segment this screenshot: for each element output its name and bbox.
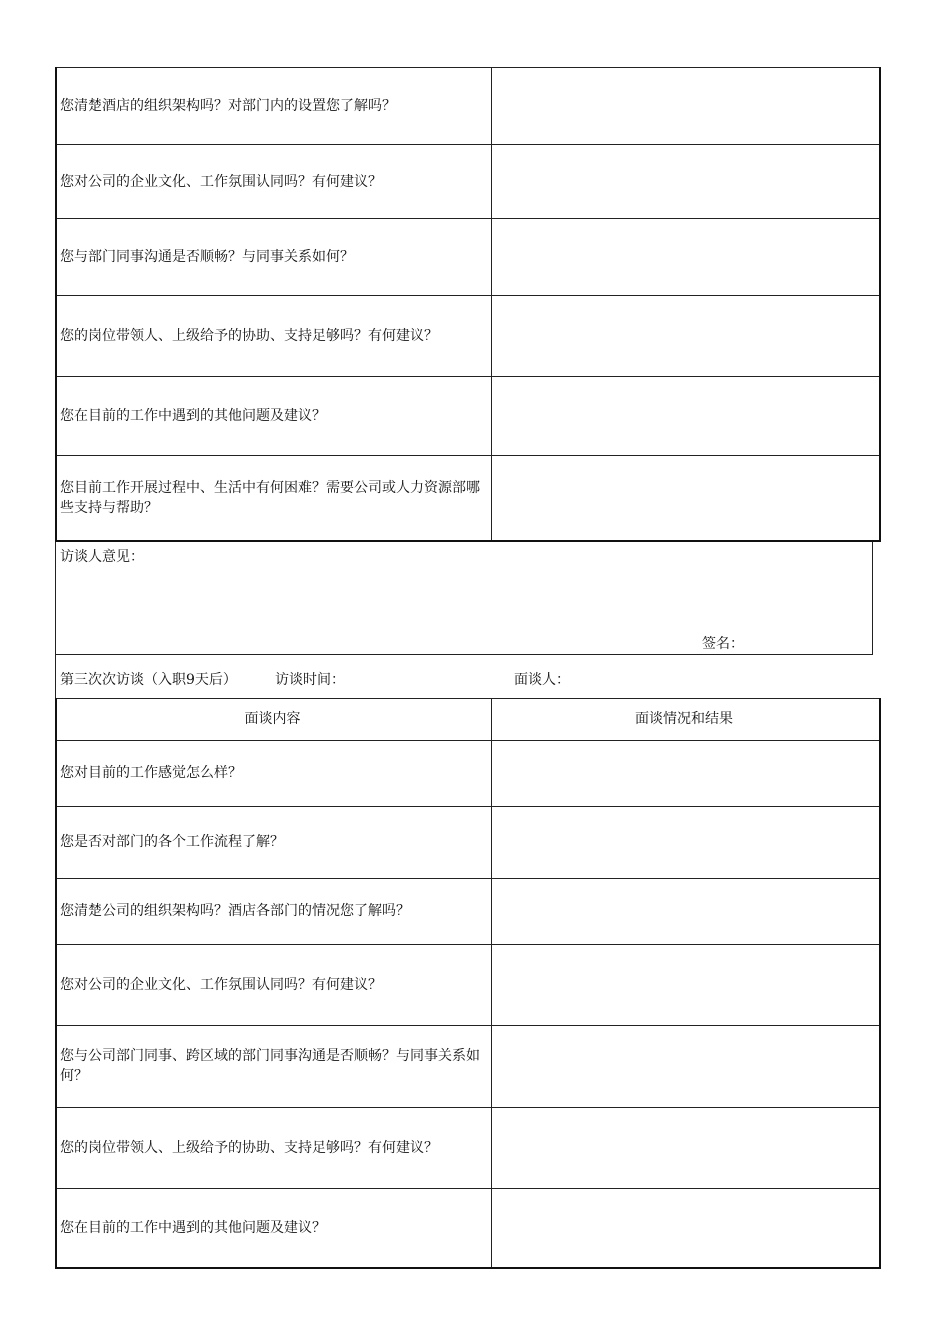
table-row — [56, 944, 880, 1025]
table-row — [56, 1188, 880, 1268]
signature-label: 签名： — [702, 635, 744, 652]
answer-cell[interactable] — [492, 740, 881, 806]
answer-cell[interactable] — [492, 377, 881, 456]
table-row — [56, 1107, 880, 1188]
table-row — [56, 68, 880, 145]
table-row — [56, 296, 880, 377]
table-row — [56, 377, 880, 456]
question-cell: 您与部门同事沟通是否顺畅？与同事关系如何？ — [56, 219, 492, 296]
question-cell: 您清楚酒店的组织架构吗？对部门内的设置您了解吗？ — [56, 68, 492, 145]
table-row — [56, 219, 880, 296]
question-cell: 您的岗位带领人、上级给予的协助、支持足够吗？有何建议？ — [56, 1107, 492, 1188]
answer-cell[interactable] — [492, 806, 881, 878]
interview-form-sheet — [55, 67, 873, 1269]
answer-cell[interactable] — [492, 1107, 881, 1188]
question-cell: 您的岗位带领人、上级给予的协助、支持足够吗？有何建议？ — [56, 296, 492, 377]
answer-cell[interactable] — [492, 145, 881, 219]
interview-time-label: 访谈时间： — [275, 671, 345, 688]
answer-cell[interactable] — [492, 296, 881, 377]
answer-cell[interactable] — [492, 1188, 881, 1268]
answer-cell[interactable] — [492, 944, 881, 1025]
question-cell: 您对公司的企业文化、工作氛围认同吗？有何建议？ — [56, 944, 492, 1025]
interviewer-label: 面谈人： — [514, 671, 570, 688]
section-header-row — [55, 655, 873, 698]
interview-table-part1 — [55, 67, 881, 542]
question-cell: 您在目前的工作中遇到的其他问题及建议？ — [56, 377, 492, 456]
answer-cell[interactable] — [492, 68, 881, 145]
table-row — [56, 878, 880, 944]
interviewer-opinion-box[interactable] — [55, 542, 873, 655]
table-header-row — [56, 698, 880, 740]
question-cell: 您目前工作开展过程中、生活中有何困难？需要公司或人力资源部哪些支持与帮助？ — [56, 456, 492, 541]
question-cell: 您对公司的企业文化、工作氛围认同吗？有何建议？ — [56, 145, 492, 219]
answer-cell[interactable] — [492, 878, 881, 944]
question-cell: 您对目前的工作感觉怎么样？ — [56, 740, 492, 806]
question-cell: 您在目前的工作中遇到的其他问题及建议？ — [56, 1188, 492, 1268]
interview-table-part2 — [55, 698, 881, 1270]
answer-cell[interactable] — [492, 219, 881, 296]
table-row — [56, 456, 880, 541]
answer-cell[interactable] — [492, 1025, 881, 1107]
column-header-result: 面谈情况和结果 — [492, 698, 881, 740]
table-row — [56, 740, 880, 806]
question-cell: 您清楚公司的组织架构吗？酒店各部门的情况您了解吗？ — [56, 878, 492, 944]
table-row — [56, 806, 880, 878]
question-cell: 您是否对部门的各个工作流程了解？ — [56, 806, 492, 878]
question-cell: 您与公司部门同事、跨区域的部门同事沟通是否顺畅？与同事关系如何？ — [56, 1025, 492, 1107]
answer-cell[interactable] — [492, 456, 881, 541]
opinion-label: 访谈人意见： — [60, 548, 144, 565]
table-row — [56, 1025, 880, 1107]
section-title: 第三次次访谈（入职9天后） — [60, 671, 237, 688]
column-header-content: 面谈内容 — [56, 698, 492, 740]
table-row — [56, 145, 880, 219]
